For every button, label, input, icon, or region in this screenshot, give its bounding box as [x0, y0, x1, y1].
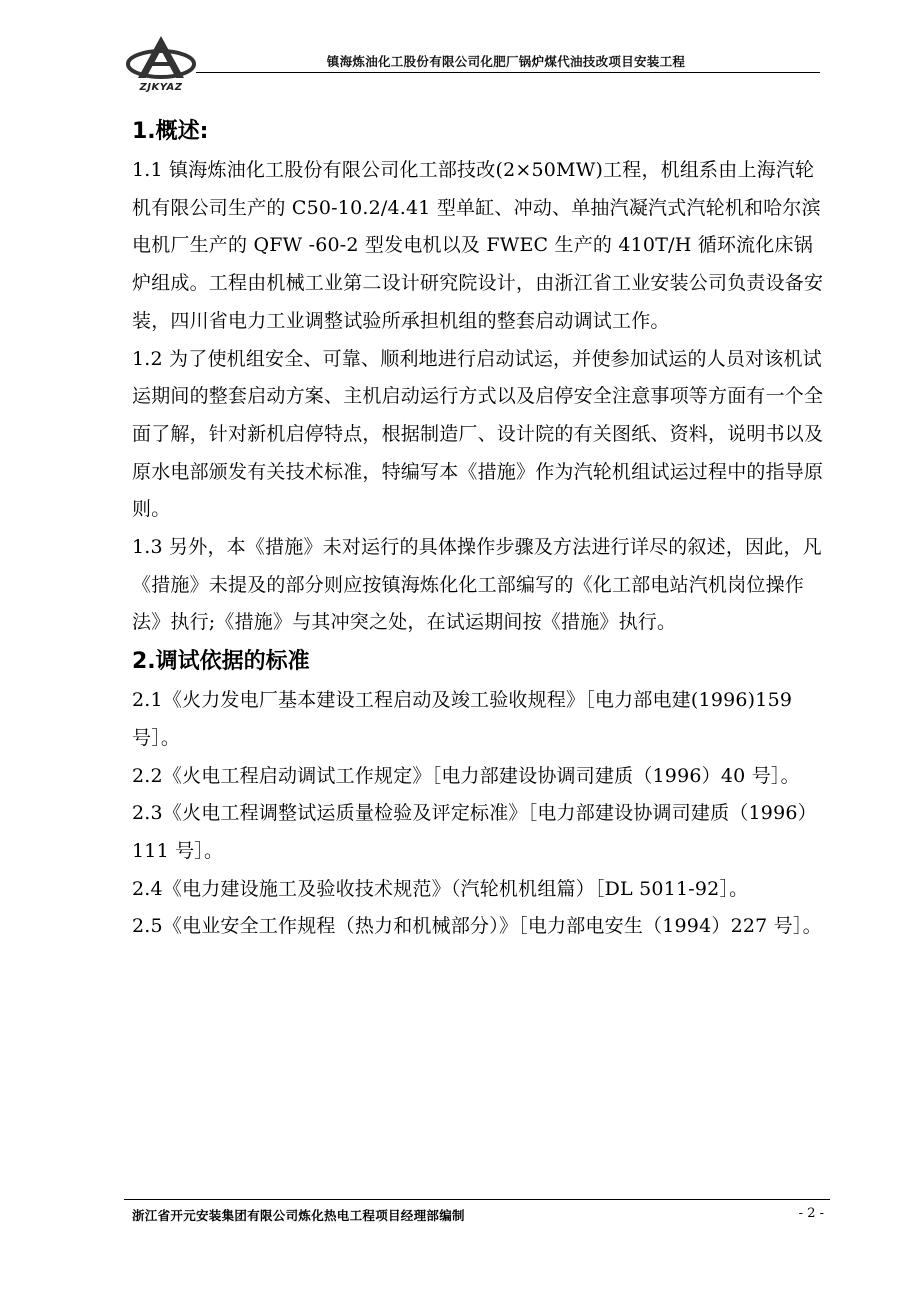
paragraph-2-1: 2.1《火力发电厂基本建设工程启动及竣工验收规程》［电力部电建(1996)159 号］。: [132, 689, 793, 749]
logo-emblem-icon: [124, 34, 198, 84]
header-divider: [196, 72, 820, 73]
section-heading-overview: 1.概述:: [132, 119, 209, 144]
paragraph-2-5: 2.5《电业安全工作规程（热力和机械部分）》［电力部电安生（1994）227 号］。: [132, 915, 822, 938]
company-logo: [124, 34, 198, 98]
paragraph-2-4: 2.4《电力建设施工及验收技术规范》（汽轮机机组篇）［DL 5011-92］。: [132, 877, 749, 900]
paragraph-1-1: 1.1 镇海炼油化工股份有限公司化工部技改(2×50MW)工程，机组系由上海汽轮机有限公司生产的 C50-10.2/4.41 型单缸、冲动、单抽汽凝汽式汽轮机和哈尔滨电机厂生产的 QFW -60-2 型发电机以及 FWEC 生产的 410T/H 循环流化床锅炉组成。工程由机械工业第二设计研究院设计，由浙江省工业安装公司负责设备安装，四川省电力工业调整试验所承担机组的整套启动调试工作。: [132, 159, 824, 332]
footer-divider: [124, 1199, 830, 1200]
paragraph-1-3: 1.3 另外，本《措施》未对运行的具体操作步骤及方法进行详尽的叙述，因此，凡《措施》未提及的部分则应按镇海炼化化工部编写的《化工部电站汽机岗位操作法》执行;《措施》与其冲突之处，在试运期间按《措施》执行。: [132, 536, 822, 634]
paragraph-1-2: 1.2 为了使机组安全、可靠、顺利地进行启动试运，并使参加试运的人员对该机试运期间的整套启动方案、主机启动运行方式以及启停安全注意事项等方面有一个全面了解，针对新机启停特点，根据制造厂、设计院的有关图纸、资料，说明书以及原水电部颁发有关技术标准，特编写本《措施》作为汽轮机组试运过程中的指导原则。: [132, 347, 824, 521]
paragraph-2-3: 2.3《火电工程调整试运质量检验及评定标准》［电力部建设协调司建质（1996）111 号］。: [132, 802, 817, 862]
document-body: [132, 112, 828, 946]
footer-text: 浙江省开元安装集团有限公司炼化热电工程项目经理部编制: [132, 1208, 465, 1223]
header-title: 镇海炼油化工股份有限公司化肥厂锅炉煤代油技改项目安装工程: [326, 54, 686, 69]
page-header: [0, 0, 920, 100]
logo-text: ZJKYAZ: [139, 82, 183, 93]
paragraph-2-2: 2.2《火电工程启动调试工作规定》［电力部建设协调司建质（1996）40 号］。: [132, 764, 800, 787]
section-heading-standards: 2.调试依据的标准: [132, 649, 310, 675]
page-number: - 2 -: [798, 1206, 824, 1221]
